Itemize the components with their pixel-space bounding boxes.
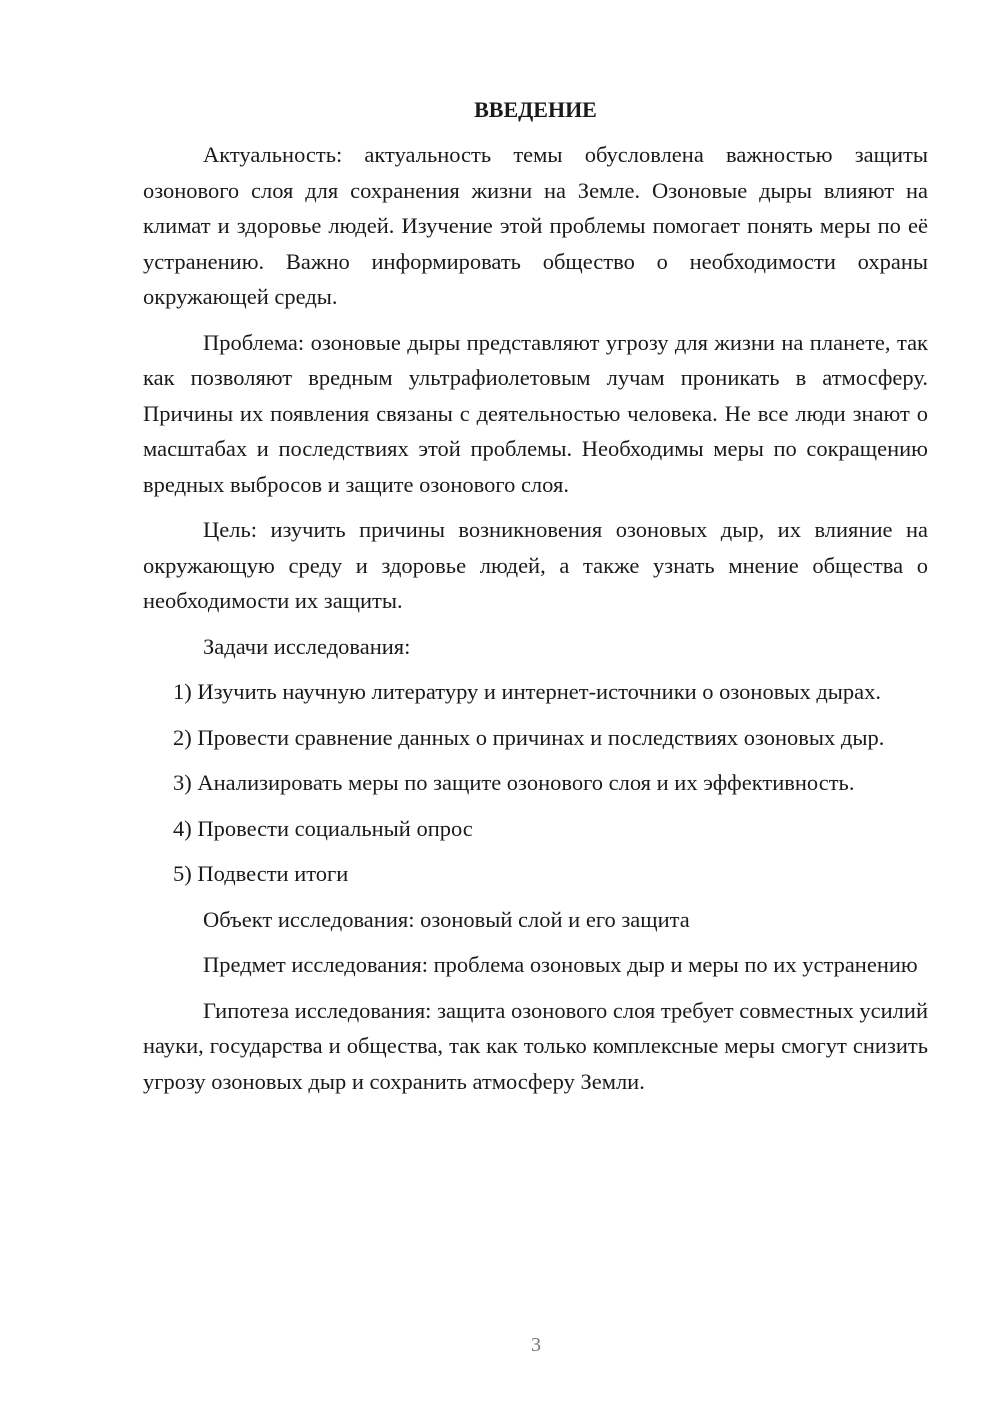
task-item: 4) Провести социальный опрос (173, 815, 473, 841)
page-number: 3 (531, 1334, 541, 1356)
paragraph-hypothesis: Гипотеза исследования: защита озонового слоя требует совместных усилий науки, государства и общества, так как только комплексные меры смогут снизить угрозу озоновых дыр и сохранить атмосферу Земли. (143, 997, 928, 1094)
paragraph-subject: Предмет исследования: проблема озоновых дыр и меры по их устранению (203, 952, 918, 977)
task-item: 3) Анализировать меры по защите озонового слоя и их эффективность. (173, 770, 855, 795)
paragraph-relevance: Актуальность: актуальность темы обусловлена важностью защиты озонового слоя для сохранения жизни на Земле. Озоновые дыры влияют на климат и здоровье людей. Изучение этой проблемы помогает понять меры по её устранению. Важно информировать общество о необходимости охраны окружающей среды. (143, 142, 928, 309)
section-title: ВВЕДЕНИЕ (474, 97, 597, 122)
tasks-heading: Задачи исследования: (203, 633, 411, 659)
paragraph-goal: Цель: изучить причины возникновения озоновых дыр, их влияние на окружающую среду и здоровье людей, а также узнать мнение общества о необходимости их защиты. (143, 517, 928, 613)
task-item: 2) Провести сравнение данных о причинах и последствиях озоновых дыр. (173, 724, 885, 750)
paragraph-problem: Проблема: озоновые дыры представляют угрозу для жизни на планете, так как позволяют вредным ультрафиолетовым лучам проникать в атмосферу. Причины их появления связаны с деятельностью человека. Не все люди знают о масштабах и последствиях этой проблемы. Необходимы меры по сокращению вредных выбросов и защите озонового слоя. (143, 329, 928, 497)
task-item: 5) Подвести итоги (173, 861, 349, 886)
page-content (143, 92, 928, 1109)
paragraph-object: Объект исследования: озоновый слой и его защита (203, 906, 690, 932)
task-item: 1) Изучить научную литературу и интернет-источники о озоновых дырах. (173, 679, 882, 704)
